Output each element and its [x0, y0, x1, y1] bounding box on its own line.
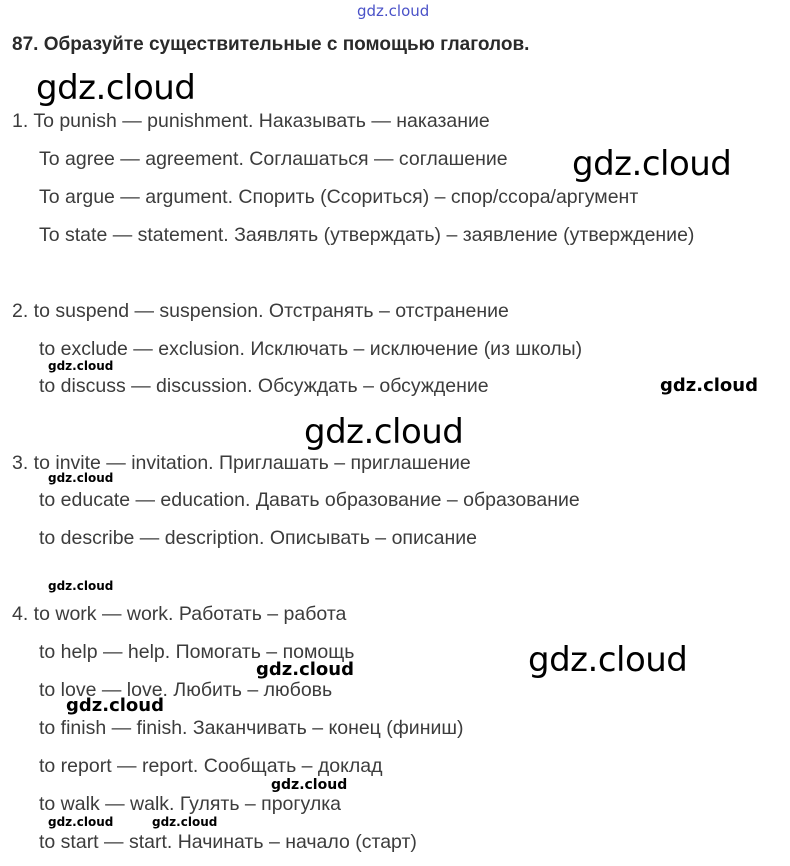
- answer-line: 2. to suspend — suspension. Отстранять – отстранение: [12, 300, 509, 322]
- watermark: gdz.cloud: [48, 815, 114, 829]
- answer-line: to describe — description. Описывать – описание: [39, 527, 477, 549]
- answer-line: To argue — argument. Спорить (Ссориться) – спор/ссора/аргумент: [39, 186, 639, 208]
- answer-line: 1. To punish — punishment. Наказывать — наказание: [12, 110, 490, 132]
- watermark: gdz.cloud: [48, 471, 114, 485]
- watermark: gdz.cloud: [66, 695, 164, 716]
- watermark: gdz.cloud: [48, 359, 114, 373]
- watermark: gdz.cloud: [660, 375, 758, 396]
- answer-line: 3. to invite — invitation. Приглашать – приглашение: [12, 452, 471, 474]
- answer-line: To agree — agreement. Соглашаться — соглашение: [39, 148, 508, 170]
- answer-line: To state — statement. Заявлять (утверждать) – заявление (утверждение): [39, 224, 695, 246]
- watermark-top: gdz.cloud: [357, 2, 430, 20]
- answer-line: to love — love. Любить – любовь: [39, 679, 333, 701]
- answer-line: to finish — finish. Заканчивать – конец (финиш): [39, 717, 464, 739]
- answer-line: 4. to work — work. Работать – работа: [12, 603, 347, 625]
- watermark: gdz.cloud: [304, 412, 464, 452]
- answer-line: to exclude — exclusion. Исключать – исключение (из школы): [39, 338, 583, 360]
- watermark: gdz.cloud: [152, 815, 218, 829]
- answer-line: to help — help. Помогать – помощь: [39, 641, 355, 663]
- answer-line: to educate — education. Давать образование – образование: [39, 489, 580, 511]
- answer-line: to walk — walk. Гулять – прогулка: [39, 793, 342, 815]
- answer-line: to start — start. Начинать – начало (старт): [39, 831, 417, 853]
- watermark: gdz.cloud: [528, 640, 688, 680]
- watermark: gdz.cloud: [36, 68, 196, 108]
- exercise-title: 87. Образуйте существительные с помощью глаголов.: [12, 34, 530, 55]
- watermark: gdz.cloud: [256, 659, 354, 680]
- watermark: gdz.cloud: [48, 579, 114, 593]
- answer-line: to discuss — discussion. Обсуждать – обсуждение: [39, 375, 489, 397]
- answer-line: to report — report. Сообщать – доклад: [39, 755, 383, 777]
- watermark: gdz.cloud: [572, 144, 732, 184]
- watermark: gdz.cloud: [271, 777, 348, 793]
